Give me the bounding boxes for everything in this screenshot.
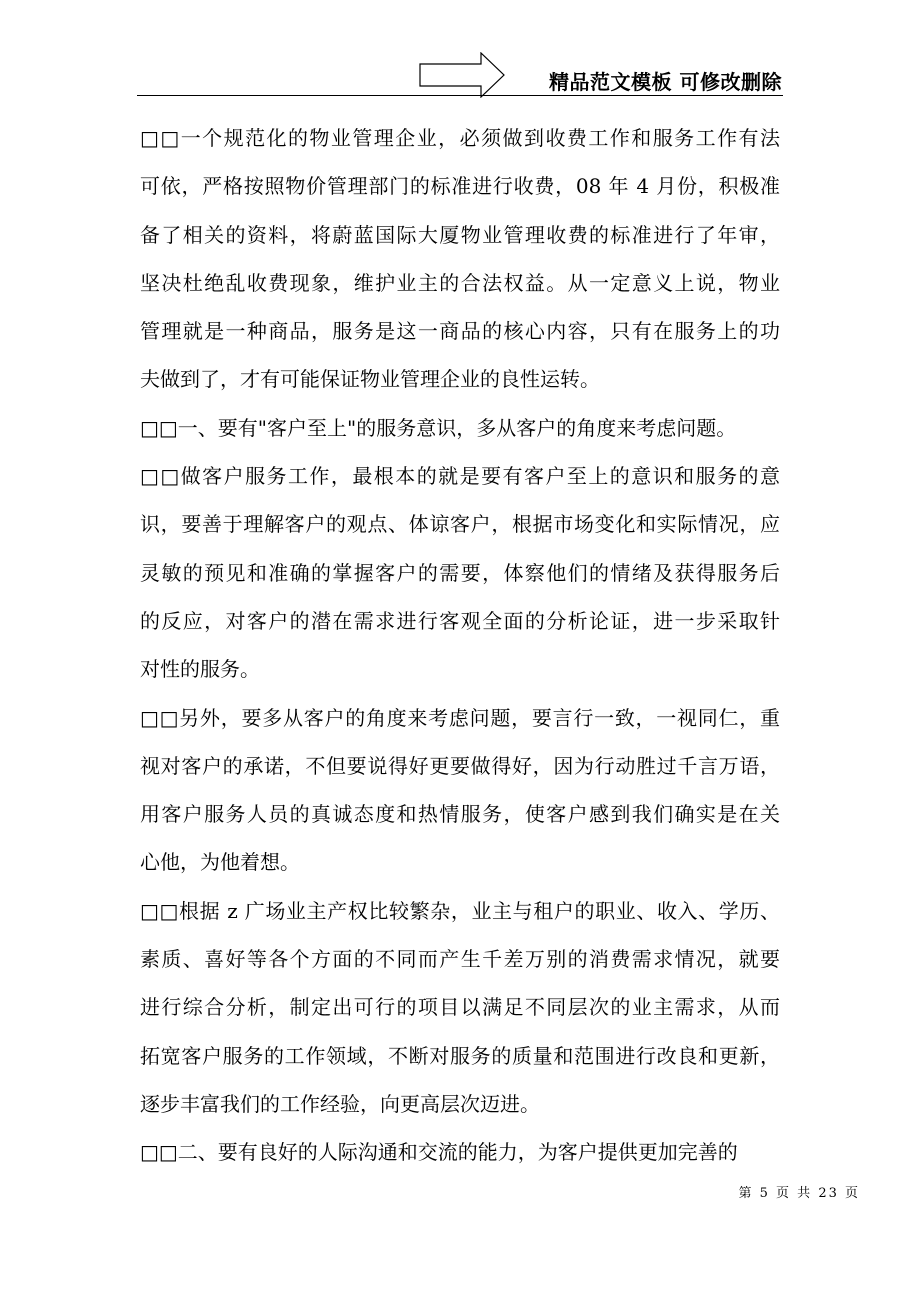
text-line: 对性的服务。 xyxy=(140,657,260,682)
paragraph xyxy=(140,452,780,693)
text-line: 坚决杜绝乱收费现象，维护业主的合法权益。从一定意义上说，物业 xyxy=(140,270,780,295)
text-line: 进行综合分析，制定出可行的项目以满足不同层次的业主需求，从而 xyxy=(140,995,780,1020)
header-divider xyxy=(137,95,783,96)
text-line: □□做客户服务工作，最根本的就是要有客户至上的意识和服务的意 xyxy=(140,464,780,489)
text-line: 的反应，对客户的潜在需求进行客观全面的分析论证，进一步采取针 xyxy=(140,608,780,633)
text-line: 灵敏的预见和准确的掌握客户的需要，体察他们的情绪及获得服务后 xyxy=(140,560,780,585)
text-line: □□根据 z 广场业主产权比较繁杂，业主与租户的职业、收入、学历、 xyxy=(140,898,780,923)
text-line: 可依，严格按照物价管理部门的标准进行收费，08 年 4 月份，积极准 xyxy=(140,174,780,199)
paragraph xyxy=(140,887,780,1128)
paragraph xyxy=(140,1128,780,1176)
paragraph xyxy=(140,404,780,452)
text-line: 心他，为他着想。 xyxy=(140,850,300,875)
text-line: 素质、喜好等各个方面的不同而产生千差万别的消费需求情况，就要 xyxy=(140,947,780,972)
right-arrow-icon xyxy=(419,52,505,98)
text-line: □□二、要有良好的人际沟通和交流的能力，为客户提供更加完善的 xyxy=(140,1140,738,1165)
paragraph xyxy=(140,694,780,887)
text-line: □□一、要有"客户至上"的服务意识，多从客户的角度来考虑问题。 xyxy=(140,415,737,440)
text-line: 拓宽客户服务的工作领域，不断对服务的质量和范围进行改良和更新， xyxy=(140,1043,780,1068)
text-line: □□一个规范化的物业管理企业，必须做到收费工作和服务工作有法 xyxy=(140,126,780,150)
text-line: 备了相关的资料，将蔚蓝国际大厦物业管理收费的标准进行了年审， xyxy=(140,222,780,247)
text-line: 用客户服务人员的真诚态度和热情服务，使客户感到我们确实是在关 xyxy=(140,802,780,827)
paragraph xyxy=(140,114,780,404)
text-line: 管理就是一种商品，服务是这一商品的核心内容，只有在服务上的功 xyxy=(140,319,780,344)
text-line: 视对客户的承诺，不但要说得好更要做得好，因为行动胜过千言万语， xyxy=(140,753,780,778)
text-line: 识，要善于理解客户的观点、体谅客户，根据市场变化和实际情况，应 xyxy=(140,512,780,537)
document-body xyxy=(140,114,780,1177)
page-number: 第 5 页 共 23 页 xyxy=(738,1186,860,1201)
text-line: □□另外，要多从客户的角度来考虑问题，要言行一致，一视同仁，重 xyxy=(140,705,780,730)
text-line: 夫做到了，才有可能保证物业管理企业的良性运转。 xyxy=(140,367,600,392)
header-title: 精品范文模板 可修改删除 xyxy=(549,70,782,94)
text-line: 逐步丰富我们的工作经验，向更高层次迈进。 xyxy=(140,1091,540,1116)
